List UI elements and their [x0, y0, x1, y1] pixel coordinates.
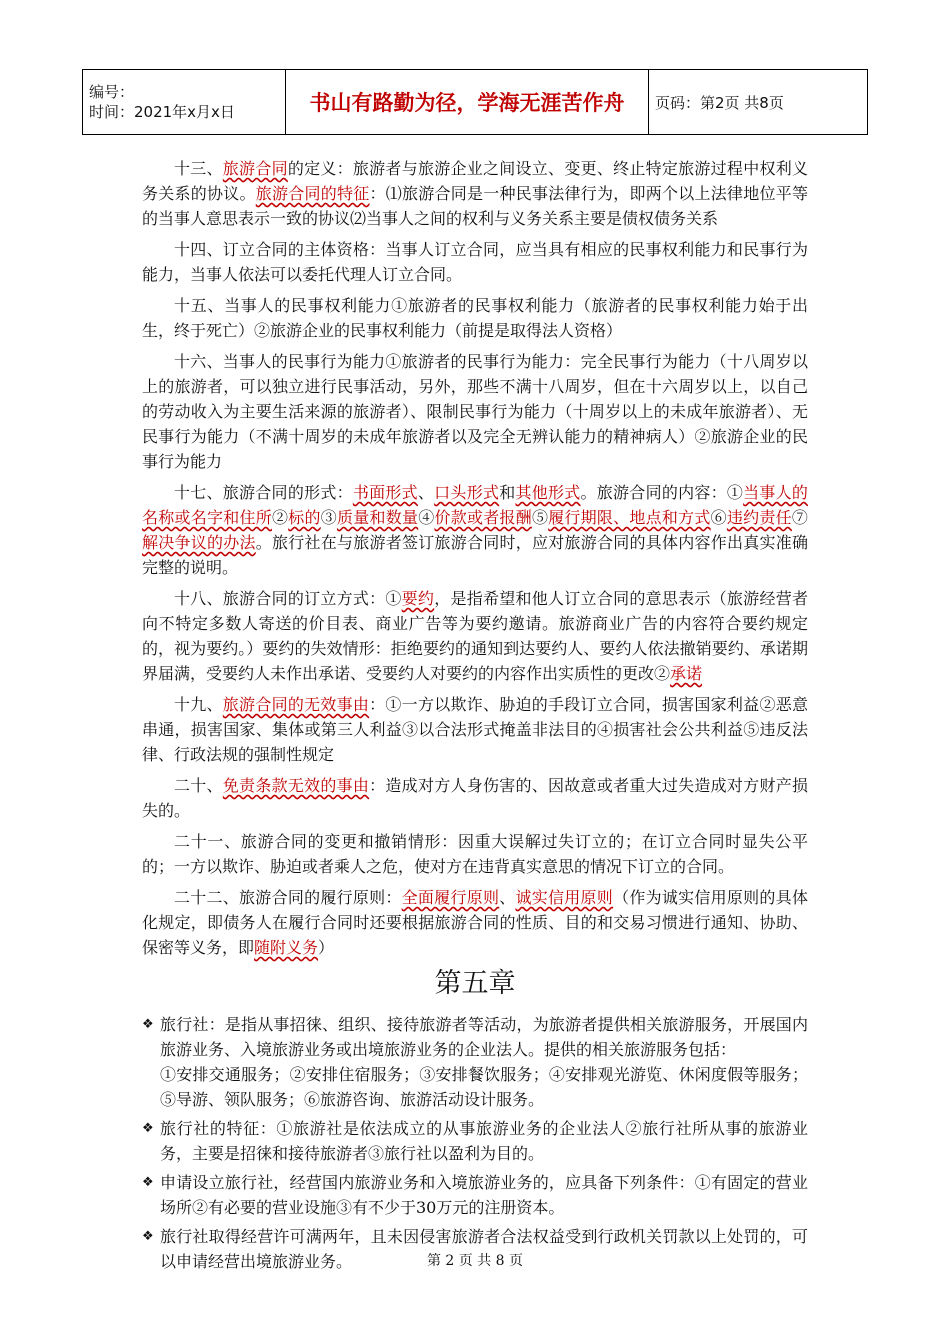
highlight-term: 书面形式	[352, 483, 418, 502]
paragraph-17	[142, 480, 808, 580]
highlight-term: 旅游合同	[222, 159, 288, 178]
highlight-term: 全面履行原则	[401, 888, 500, 907]
text-run: ：⑴旅游合同是一种民事法律行为，即两个以上法律地位平等的当事人意思表示一致的协议⑵当事人之间的权利与义务关系主要是债权债务关系	[142, 184, 808, 228]
bullet-text: 旅行社：是指从事招徕、组织、接待旅游者等活动，为旅游者提供相关旅游服务，开展国内旅游业务、入境旅游业务或出境旅游业务的企业法人。提供的相关旅游服务包括：	[160, 1015, 808, 1059]
text-run: ⑤	[531, 508, 549, 527]
text-run: 。旅游合同的内容：①	[580, 483, 744, 502]
text-run: ⑦	[791, 508, 808, 527]
text-run: 十三、	[174, 159, 223, 178]
highlight-term: 旅游合同的无效事由	[222, 695, 370, 714]
bullet-diamond-icon: ❖	[142, 1175, 154, 1190]
bullet-text: 申请设立旅行社，经营国内旅游业务和入境旅游业务的，应具备下列条件：①有固定的营业场所②有必要的营业设施③有不少于30万元的注册资本。	[160, 1173, 808, 1217]
highlight-term: 履行期限、地点和方式	[548, 508, 711, 527]
paragraph-16: 十六、当事人的民事行为能力①旅游者的民事行为能力：完全民事行为能力（十八周岁以上的旅游者，可以独立进行民事活动，另外，那些不满十八周岁，但在十六周岁以上，以自己的劳动收入为主要生活来源的旅游者）、限制民事行为能力（十周岁以上的未成年旅游者）、无民事行为能力（不满十周岁的未成年旅游者以及完全无辨认能力的精神病人）②旅游企业的民事行为能力	[142, 352, 808, 471]
highlight-term: 承诺	[670, 664, 703, 683]
text-run: ：造成对方人身伤害的、因故意或者重大过失造成对方财产损失的。	[142, 776, 808, 820]
highlight-term: 旅游合同的特征	[255, 184, 370, 203]
bullet-text: 旅行社的特征：①旅游社是依法成立的从事旅游业务的企业法人②旅行社所从事的旅游业务，主要是招徕和接待旅游者③旅行社以盈利为目的。	[160, 1119, 808, 1163]
header-left-cell	[83, 70, 286, 135]
paragraph-19	[142, 692, 808, 767]
text-run: 十七、旅游合同的形式：	[174, 483, 353, 502]
bullet-item-features	[142, 1116, 808, 1166]
paragraph-18	[142, 586, 808, 686]
header-slogan: 书山有路勤为径，学海无涯苦作舟	[286, 70, 649, 135]
text-run: 。旅行社在与旅游者签订旅游合同时，应对旅游合同的具体内容作出真实准确完整的说明。	[142, 533, 808, 577]
page-footer: 第 2 页 共 8 页	[426, 1253, 524, 1269]
highlight-term: 当事人的名称或名字和住所	[142, 483, 808, 527]
highlight-term: 其他形式	[515, 483, 581, 502]
highlight-term: 口头形式	[434, 483, 500, 502]
text-run: 、	[499, 888, 516, 907]
bullet-diamond-icon: ❖	[142, 1017, 154, 1032]
text-run: 的定义：旅游者与旅游企业之间设立、变更、终止特定旅游过程中权利义务关系的协议。	[142, 159, 808, 203]
bullet-subtext: ①安排交通服务；②安排住宿服务；③安排餐饮服务；④安排观光游览、休闲度假等服务；⑤导游、领队服务；⑥旅游咨询、旅游活动设计服务。	[160, 1065, 808, 1109]
highlight-term: 价款或者报酬	[434, 508, 532, 527]
bullet-item-conditions	[142, 1170, 808, 1220]
paragraph-21: 二十一、旅游合同的变更和撤销情形：因重大误解过失订立的；在订立合同时显失公平的；一方以欺诈、胁迫或者乘人之危，使对方在违背真实意思的情况下订立的合同。	[142, 832, 808, 876]
text-run: 二十二、旅游合同的履行原则：	[174, 888, 402, 907]
paragraph-13	[142, 156, 808, 231]
highlight-term: 免责条款无效的事由	[222, 776, 370, 795]
highlight-term: 解决争议的办法	[142, 533, 256, 552]
highlight-term: 质量和数量	[336, 508, 419, 527]
paragraph-14: 十四、订立合同的主体资格：当事人订立合同，应当具有相应的民事权利能力和民事行为能力，当事人依法可以委托代理人订立合同。	[142, 240, 808, 284]
bullet-item-travel-agency	[142, 1012, 808, 1112]
text-run: （作为诚实信用原则的具体化规定，即债务人在履行合同时还要根据旅游合同的性质、目的和交易习惯进行通知、协助、保密等义务，即	[142, 888, 808, 957]
text-run: 十八、旅游合同的订立方式：①	[174, 589, 402, 608]
highlight-term: 标的	[288, 508, 321, 527]
text-run: 和	[499, 483, 516, 502]
paragraph-20	[142, 773, 808, 823]
header-time-label: 时间：2021年x月x日	[89, 103, 235, 121]
text-run: ）	[318, 938, 335, 957]
bullet-diamond-icon: ❖	[142, 1121, 154, 1136]
highlight-term: 诚实信用原则	[515, 888, 614, 907]
highlight-term: 随附义务	[254, 938, 319, 957]
paragraph-22	[142, 885, 808, 960]
highlight-term: 要约	[401, 589, 435, 608]
chapter-title: 第五章	[434, 968, 516, 999]
page-header	[82, 69, 868, 135]
highlight-term: 违约责任	[726, 508, 792, 527]
text-run: 、	[417, 483, 435, 502]
bullet-text: 旅行社取得经营许可满两年，且未因侵害旅游者合法权益受到行政机关罚款以上处罚的，可以申请经营出境旅游业务。	[160, 1227, 808, 1271]
text-run: 二十、	[174, 776, 223, 795]
paragraph-15: 十五、当事人的民事权利能力①旅游者的民事权利能力（旅游者的民事权利能力始于出生，终于死亡）②旅游企业的民事权利能力（前提是取得法人资格）	[142, 296, 808, 340]
text-run: ③	[320, 508, 337, 527]
header-page-label: 页码：第2页 共8页	[649, 70, 868, 135]
text-run: 十九、	[174, 695, 223, 714]
text-run: ⑥	[710, 508, 727, 527]
text-run: ：①一方以欺诈、胁迫的手段订立合同，损害国家利益②恶意串通，损害国家、集体或第三人利益③以合法形式掩盖非法目的④损害社会公共利益⑤违反法律、行政法规的强制性规定	[142, 695, 808, 764]
document-body	[142, 156, 808, 1278]
header-number-label: 编号：	[89, 83, 135, 101]
text-run: ②	[271, 508, 289, 527]
bullet-diamond-icon: ❖	[142, 1229, 154, 1244]
text-run: ④	[418, 508, 435, 527]
text-run: ，是指希望和他人订立合同的意思表示（旅游经营者向不特定多数人寄送的价目表、商业广告等为要约邀请。旅游商业广告的内容符合要约规定的，视为要约。）要约的失效情形：拒绝要约的通知到达要约人、要约人依法撤销要约、承诺期界届满，受要约人未作出承诺、受要约人对要约的内容作出实质性的更改②	[142, 589, 808, 683]
